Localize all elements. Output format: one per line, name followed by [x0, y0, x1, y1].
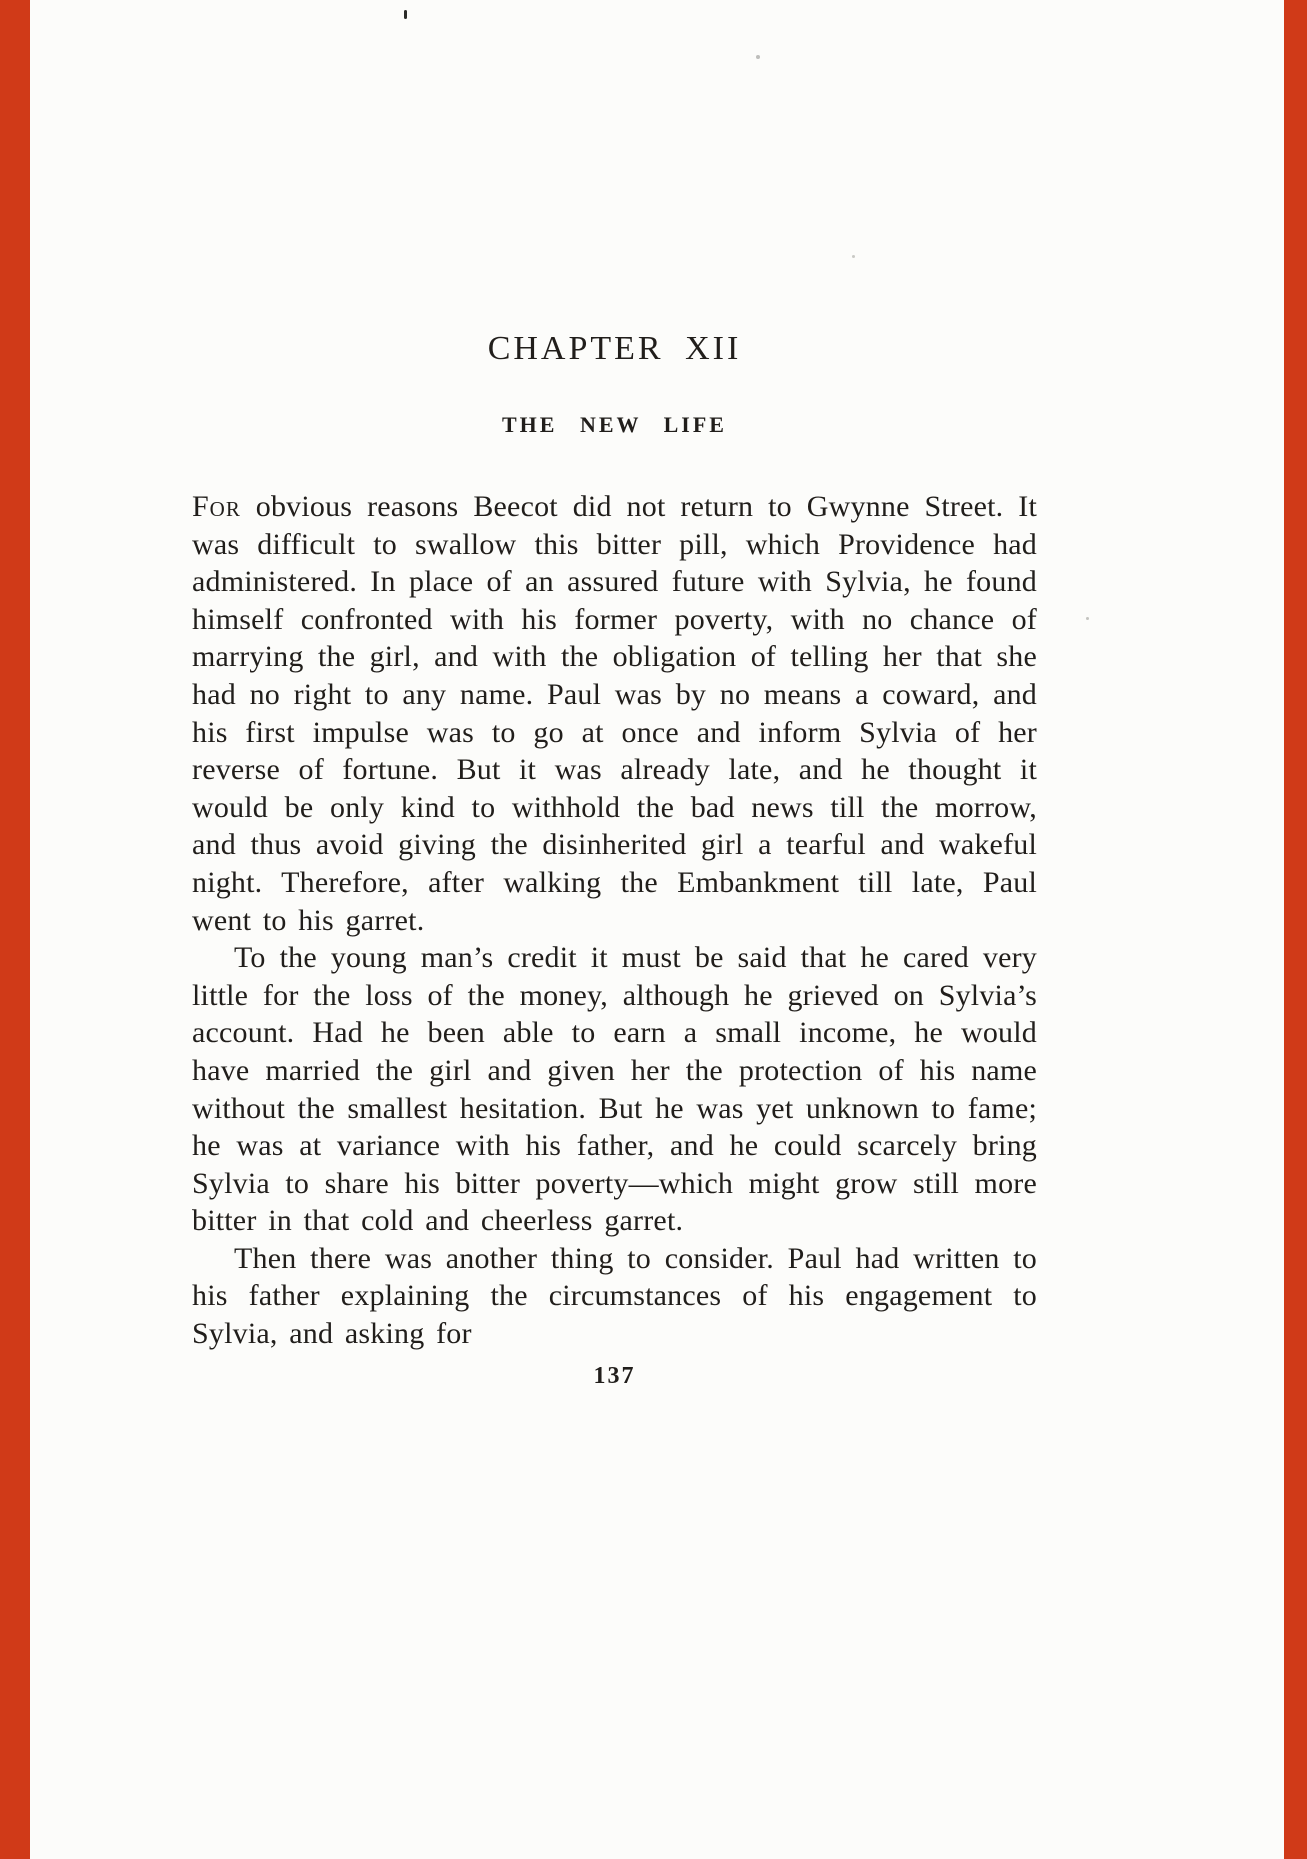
paragraph-3 [192, 1240, 1037, 1353]
page-number: 137 [593, 1362, 636, 1389]
paragraph-2 [192, 939, 1037, 1240]
paragraph-3-text: Then there was another thing to consider. Paul had written to his father explaining the circumstances of his engagement to Sylvia, and asking for [192, 1241, 1037, 1351]
chapter-heading: CHAPTER XII [487, 330, 742, 367]
paragraph-1 [192, 488, 1037, 939]
scan-artifact [1086, 617, 1089, 620]
scan-edge-left [0, 0, 30, 1859]
paragraph-1-lead: For [192, 490, 241, 523]
section-heading: THE NEW LIFE [502, 412, 727, 437]
paragraph-2-text: To the young man’s credit it must be said that he cared very little for the loss of the money, although he grieved on Sylvia’s account. Had he been able to earn a small income, he would have married the girl and given her the protection of his name without the smallest hesitation. But he was yet unknown to fame; he was at variance with his father, and he could scarcely bring Sylvia to share his bitter poverty—which might grow still more bitter in that cold and cheerless garret. [192, 941, 1037, 1238]
page-content [192, 0, 1037, 1390]
scan-edge-right [1284, 0, 1307, 1859]
paragraph-1-text: obvious reasons Beecot did not return to Gwynne Street. It was difficult to swallow this bitter pill, which Providence had administered. In place of an assured future with Sylvia, he found himself confronted with his former poverty, with no chance of marrying the girl, and with the obligation of telling her that she had no right to any name. Paul was by no means a coward, and his first impulse was to go at once and inform Sylvia of her reverse of fortune. But it was already late, and he thought it would be only kind to withhold the bad news till the morrow, and thus avoid giving the disinherited girl a tearful and wakeful night. Therefore, after walking the Embankment till late, Paul went to his garret. [192, 490, 1037, 937]
